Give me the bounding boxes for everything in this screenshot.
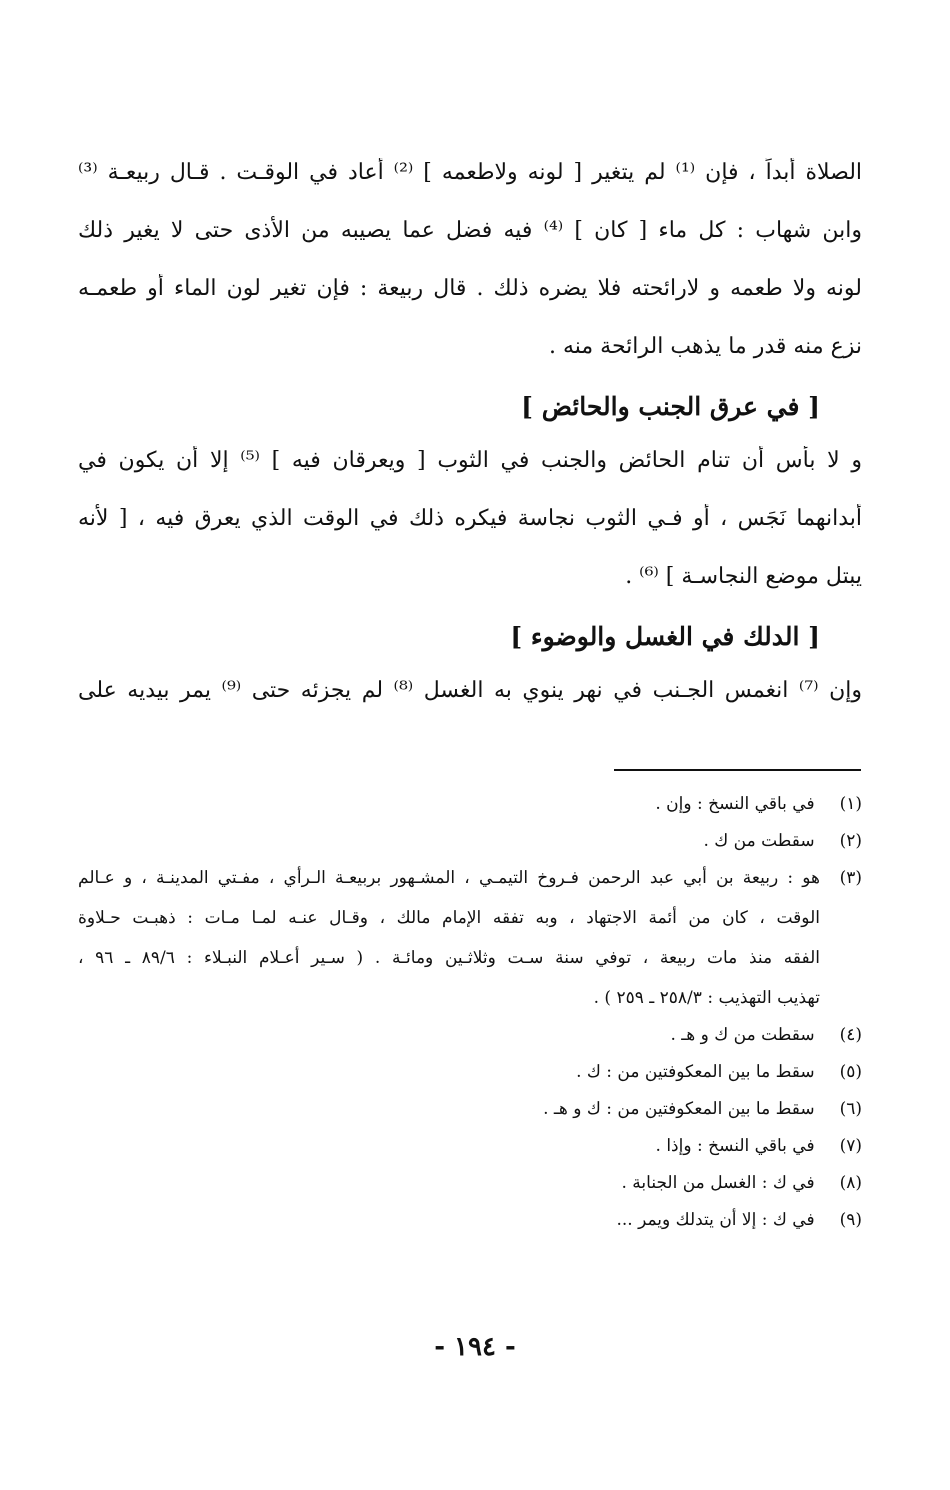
footnote-number: (٨) (839, 1173, 862, 1193)
footnote-item (78, 829, 862, 853)
footnote-item (78, 1097, 862, 1121)
footnote-line (78, 866, 862, 890)
footnote-text: سقط ما بين المعكوفتين من : ك . (576, 1062, 815, 1082)
body-line: وإن ⁽⁷⁾ انغمس الجـنب في نهر ينوي به الغسل ⁽⁸⁾ لم يجزئه حتى ⁽⁹⁾ يمر بيديه على (78, 678, 862, 703)
footnote-text: في باقي النسخ : وإذا . (655, 1136, 815, 1156)
footnote-number: (١) (839, 794, 862, 814)
body-line: نزع منه قدر ما يذهب الرائحة منه . (548, 334, 862, 359)
page-number: - ١٩٤ - (434, 1332, 516, 1362)
footnote-item (78, 1134, 862, 1158)
footnote-item (78, 1023, 862, 1047)
section-heading-sweat: [ في عرق الجنب والحائض ] (521, 392, 820, 421)
footnote-item (78, 1060, 862, 1084)
footnote-item (78, 1208, 862, 1232)
footnote-item-multiline (78, 866, 862, 1010)
footnote-line: تهذيب التهذيب : ٢٥٨/٣ ـ ٢٥٩ ) . (593, 988, 820, 1008)
footnote-text: في باقي النسخ : وإن . (655, 794, 815, 814)
footnote-text: في ك : إلا أن يتدلك ويمر ... (616, 1210, 815, 1230)
footnote-item (78, 1171, 862, 1195)
footnote-text: سقطت من ك و هـ . (670, 1025, 815, 1045)
footnote-text: سقطت من ك . (703, 831, 815, 851)
footnote-item (78, 792, 862, 816)
footnote-text: هو : ربيعة بن أبي عبد الرحمن فـروخ التيمـي ، المشـهور بربيعـة الـرأي ، مفـتي المدينـة ، و عـالم (78, 868, 820, 888)
footnote-number: (٦) (839, 1099, 862, 1119)
body-line: يبتل موضع النجاسـة ] ⁽⁶⁾ . (625, 564, 862, 589)
footnote-text: في ك : الغسل من الجنابة . (621, 1173, 815, 1193)
main-text-block (78, 158, 862, 734)
footnote-text: سقط ما بين المعكوفتين من : ك و هـ . (543, 1099, 815, 1119)
body-line: و لا بأس أن تنام الحائض والجنب في الثوب [ ويعرقان فيه ] ⁽⁵⁾ إلا أن يكون في (78, 448, 862, 473)
body-line: أبدانهما نَجَس ، أو فـي الثوب نجاسة فيكره ذلك في الوقت الذي يعرق فيه ، [ لأنه (78, 506, 862, 531)
footnotes (78, 792, 862, 1245)
footnote-number: (٩) (839, 1210, 862, 1230)
body-line: الصلاة أبداً ، فإن ⁽¹⁾ لم يتغير [ لونه ولاطعمه ] ⁽²⁾ أعاد في الوقـت . قـال ربيعـة ⁽³⁾ (78, 160, 862, 185)
footnote-number: (٥) (839, 1062, 862, 1082)
footnote-number: (٤) (839, 1025, 862, 1045)
footnote-number: (٧) (839, 1136, 862, 1156)
body-line: وابن شهاب : كل ماء [ كان ] ⁽⁴⁾ فيه فضل عما يصيبه من الأذى حتى لا يغير ذلك (78, 218, 862, 243)
footnote-number: (٣) (839, 868, 862, 888)
body-line: لونه ولا طعمه و لارائحته فلا يضره ذلك . قال ربيعة : فإن تغير لون الماء أو طعمـه (78, 276, 862, 301)
section-heading-rubbing: [ الدلك في الغسل والوضوء ] (510, 622, 820, 651)
footnote-line: الوقت ، كان من أئمة الاجتهاد ، وبه تفقه الإمام مالك ، وقـال عنـه لمـا مـات : ذهبـت حـلاوة (78, 908, 820, 928)
footnote-number: (٢) (839, 831, 862, 851)
footnote-line: الفقه منذ مات ربيعة ، توفي سنة سـت وثلاثـين ومائـة . ( سـير أعـلام النبـلاء : ٨٩/٦ ـ ٩٦ ، (78, 948, 820, 968)
footnote-separator (614, 769, 861, 771)
